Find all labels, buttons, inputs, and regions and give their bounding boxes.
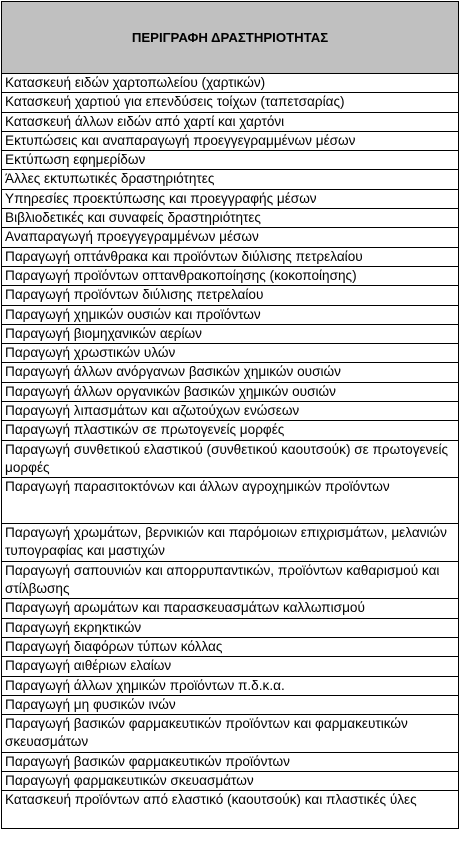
activity-cell: Παραγωγή φαρμακευτικών σκευασμάτων bbox=[2, 772, 459, 791]
table-body bbox=[2, 74, 459, 829]
activity-cell: Παραγωγή χρωστικών υλών bbox=[2, 344, 459, 363]
activity-cell: Αναπαραγωγή προεγγεγραμμένων μέσων bbox=[2, 228, 459, 247]
table-row bbox=[2, 247, 459, 266]
table-row bbox=[2, 382, 459, 401]
activity-cell: Παραγωγή σαπουνιών και απορρυπαντικών, προϊόντων καθαρισμού και στίλβωσης bbox=[2, 561, 459, 599]
activity-cell: Παραγωγή προϊόντων οπτανθρακοποίησης (κοκοποίησης) bbox=[2, 266, 459, 285]
table-row bbox=[2, 344, 459, 363]
table-row bbox=[2, 695, 459, 714]
table-row bbox=[2, 752, 459, 771]
activity-table bbox=[1, 1, 459, 829]
column-header-activity-description: ΠΕΡΙΓΡΑΦΗ ΔΡΑΣΤΗΡΙΟΤΗΤΑΣ bbox=[2, 2, 459, 74]
activity-cell: Παραγωγή άλλων χημικών προϊόντων π.δ.κ.α. bbox=[2, 676, 459, 695]
table-row bbox=[2, 151, 459, 170]
activity-cell: Κατασκευή προϊόντων από ελαστικό (καουτσούκ) και πλαστικές ύλες bbox=[2, 791, 459, 829]
activity-cell: Παραγωγή χημικών ουσιών και προϊόντων bbox=[2, 305, 459, 324]
table-row bbox=[2, 524, 459, 562]
table-row bbox=[2, 402, 459, 421]
table-row bbox=[2, 363, 459, 382]
activity-cell: Παραγωγή αιθέριων ελαίων bbox=[2, 657, 459, 676]
table-row bbox=[2, 478, 459, 524]
activity-cell: Παραγωγή λιπασμάτων και αζωτούχων ενώσεων bbox=[2, 402, 459, 421]
activity-cell: Παραγωγή μη φυσικών ινών bbox=[2, 695, 459, 714]
activity-cell: Κατασκευή ειδών χαρτοπωλείου (χαρτικών) bbox=[2, 74, 459, 93]
table-row bbox=[2, 74, 459, 93]
table-row bbox=[2, 676, 459, 695]
activity-cell: Παραγωγή εκρηκτικών bbox=[2, 618, 459, 637]
table-row bbox=[2, 791, 459, 829]
table-row bbox=[2, 440, 459, 478]
table-row bbox=[2, 228, 459, 247]
activity-cell: Παραγωγή άλλων οργανικών βασικών χημικών ουσιών bbox=[2, 382, 459, 401]
activity-cell: Παραγωγή βασικών φαρμακευτικών προϊόντων και φαρμακευτικών σκευασμάτων bbox=[2, 715, 459, 753]
table-row bbox=[2, 112, 459, 131]
activity-cell: Παραγωγή αρωμάτων και παρασκευασμάτων καλλωπισμού bbox=[2, 599, 459, 618]
table-row bbox=[2, 657, 459, 676]
activity-cell: Εκτυπώσεις και αναπαραγωγή προεγγεγραμμένων μέσων bbox=[2, 131, 459, 150]
table-row bbox=[2, 305, 459, 324]
activity-cell: Παραγωγή άλλων ανόργανων βασικών χημικών ουσιών bbox=[2, 363, 459, 382]
activity-cell: Παραγωγή βιομηχανικών αερίων bbox=[2, 324, 459, 343]
activity-cell: Υπηρεσίες προεκτύπωσης και προεγγραφής μέσων bbox=[2, 189, 459, 208]
table-row bbox=[2, 324, 459, 343]
table-row bbox=[2, 286, 459, 305]
table-row bbox=[2, 715, 459, 753]
table-row bbox=[2, 131, 459, 150]
activity-cell: Παραγωγή παρασιτοκτόνων και άλλων αγροχημικών προϊόντων bbox=[2, 478, 459, 524]
activity-cell: Παραγωγή προϊόντων διύλισης πετρελαίου bbox=[2, 286, 459, 305]
table-row bbox=[2, 618, 459, 637]
table-row bbox=[2, 561, 459, 599]
activity-cell: Κατασκευή άλλων ειδών από χαρτί και χαρτόνι bbox=[2, 112, 459, 131]
table-row bbox=[2, 93, 459, 112]
table-row bbox=[2, 772, 459, 791]
activity-cell: Παραγωγή διαφόρων τύπων κόλλας bbox=[2, 638, 459, 657]
activity-cell: Βιβλιοδετικές και συναφείς δραστηριότητες bbox=[2, 209, 459, 228]
activity-cell: Παραγωγή οπτάνθρακα και προϊόντων διύλισης πετρελαίου bbox=[2, 247, 459, 266]
header-row bbox=[2, 2, 459, 74]
activity-cell: Εκτύπωση εφημερίδων bbox=[2, 151, 459, 170]
activity-cell: Παραγωγή πλαστικών σε πρωτογενείς μορφές bbox=[2, 421, 459, 440]
table-row bbox=[2, 599, 459, 618]
activity-cell: Παραγωγή βασικών φαρμακευτικών προϊόντων bbox=[2, 752, 459, 771]
table-row bbox=[2, 638, 459, 657]
activity-cell: Παραγωγή συνθετικού ελαστικού (συνθετικού καουτσούκ) σε πρωτογενείς μορφές bbox=[2, 440, 459, 478]
table-row bbox=[2, 266, 459, 285]
table-row bbox=[2, 170, 459, 189]
activity-cell: Άλλες εκτυπωτικές δραστηριότητες bbox=[2, 170, 459, 189]
table-row bbox=[2, 209, 459, 228]
table-row bbox=[2, 421, 459, 440]
table-row bbox=[2, 189, 459, 208]
activity-cell: Κατασκευή χαρτιού για επενδύσεις τοίχων (ταπετσαρίας) bbox=[2, 93, 459, 112]
activity-cell: Παραγωγή χρωμάτων, βερνικιών και παρόμοιων επιχρισμάτων, μελανιών τυπογραφίας και μαστιχών bbox=[2, 524, 459, 562]
